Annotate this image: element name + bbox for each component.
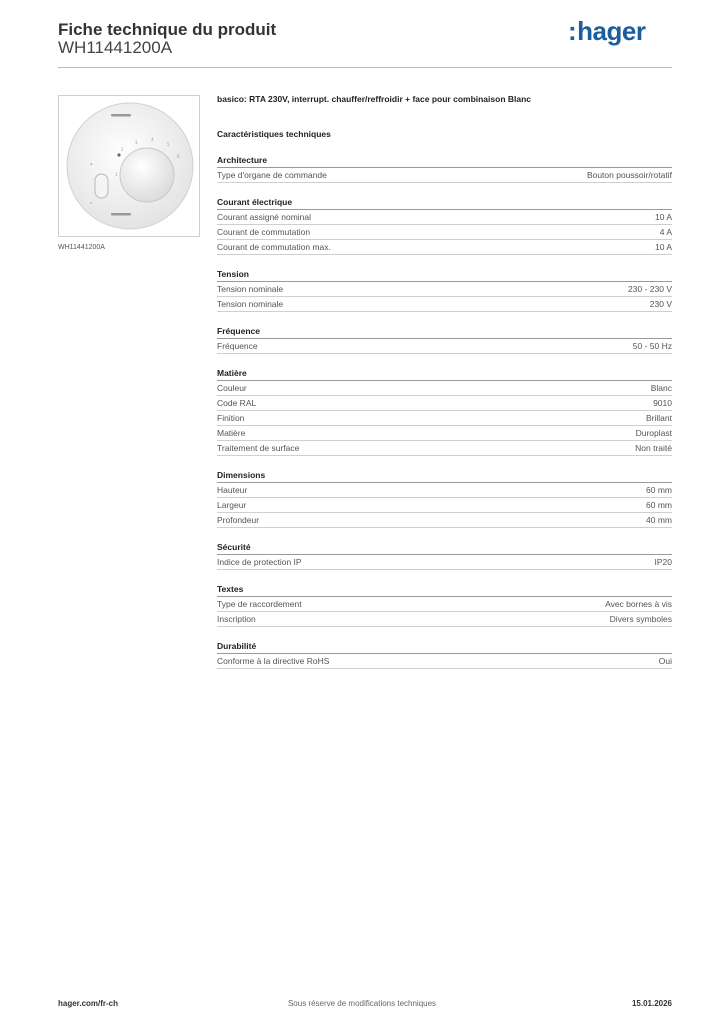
section-title: Fréquence [217, 324, 672, 339]
thermostat-icon [59, 96, 199, 236]
spec-section [217, 582, 672, 627]
spec-row [217, 396, 672, 411]
spec-row [217, 498, 672, 513]
page-title: Fiche technique du produit [58, 20, 277, 39]
spec-label: Courant de commutation max. [217, 242, 331, 252]
section-title: Courant électrique [217, 195, 672, 210]
spec-value: 9010 [653, 398, 672, 408]
spec-label: Courant assigné nominal [217, 212, 312, 222]
spec-label: Type de raccordement [217, 599, 302, 609]
svg-text:4: 4 [151, 137, 154, 142]
svg-text:5: 5 [167, 142, 170, 147]
spec-label: Couleur [217, 383, 247, 393]
svg-text:6: 6 [177, 154, 180, 159]
spec-label: Largeur [217, 500, 247, 510]
spec-label: Code RAL [217, 398, 257, 408]
spec-label: Courant de commutation [217, 227, 311, 237]
spec-value: 60 mm [646, 500, 672, 510]
svg-text:3: 3 [135, 140, 138, 145]
spec-value: 4 A [659, 227, 672, 237]
spec-row [217, 210, 672, 225]
spec-label: Matière [217, 428, 246, 438]
spec-row [217, 282, 672, 297]
footer-disclaimer: Sous réserve de modifications techniques [287, 999, 437, 1008]
spec-label: Fréquence [217, 341, 258, 351]
spec-section [217, 639, 672, 669]
spec-value: Divers symboles [609, 614, 672, 624]
spec-row [217, 411, 672, 426]
spec-value: 50 - 50 Hz [632, 341, 672, 351]
spec-row [217, 339, 672, 354]
product-image [58, 95, 200, 237]
spec-section [217, 324, 672, 354]
spec-row [217, 654, 672, 669]
spec-value: 10 A [654, 212, 672, 222]
spec-row [217, 513, 672, 528]
spec-label: Type d'organe de commande [217, 170, 327, 180]
spec-value: Duroplast [635, 428, 672, 438]
product-code: WH11441200A [58, 38, 173, 57]
spec-row [217, 426, 672, 441]
spec-label: Tension nominale [217, 299, 284, 309]
spec-row [217, 441, 672, 456]
spec-row [217, 483, 672, 498]
spec-value: 230 - 230 V [628, 284, 672, 294]
spec-section [217, 540, 672, 570]
spec-label: Indice de protection IP [217, 557, 302, 567]
spec-section [217, 468, 672, 528]
section-title: Textes [217, 582, 672, 597]
spec-row [217, 168, 672, 183]
spec-label: Tension nominale [217, 284, 284, 294]
svg-text:°: ° [90, 202, 93, 208]
spec-label: Profondeur [217, 515, 260, 525]
spec-value: Avec bornes à vis [605, 599, 672, 609]
spec-value: IP20 [654, 557, 672, 567]
spec-label: Traitement de surface [217, 443, 300, 453]
spec-row [217, 597, 672, 612]
svg-text:2: 2 [121, 147, 124, 152]
spec-value: Oui [658, 656, 672, 666]
spec-section [217, 366, 672, 456]
header-divider [58, 67, 672, 68]
hager-logo: :hager [568, 16, 646, 46]
section-title: Matière [217, 366, 672, 381]
footer-date: 15.01.2026 [631, 999, 672, 1008]
spec-section [217, 195, 672, 255]
spec-value: Brillant [646, 413, 672, 423]
spec-row [217, 297, 672, 312]
section-title: Tension [217, 267, 672, 282]
svg-text:1: 1 [115, 172, 118, 177]
spec-content [217, 92, 672, 669]
spec-sections [217, 153, 672, 669]
product-description: basico: RTA 230V, interrupt. chauffer/reffroidir + face pour combinaison Blanc [217, 94, 532, 104]
spec-value: 230 V [649, 299, 672, 309]
section-title: Durabilité [217, 639, 672, 654]
characteristics-heading: Caractéristiques techniques [217, 129, 331, 139]
spec-label: Inscription [217, 614, 256, 624]
image-caption: WH11441200A [58, 244, 105, 251]
spec-label: Hauteur [217, 485, 248, 495]
section-title: Architecture [217, 153, 672, 168]
spec-value: Bouton poussoir/rotatif [586, 170, 672, 180]
spec-row [217, 555, 672, 570]
spec-value: Blanc [650, 383, 672, 393]
svg-text:*: * [90, 163, 93, 169]
spec-section [217, 153, 672, 183]
spec-row [217, 240, 672, 255]
spec-value: 60 mm [646, 485, 672, 495]
spec-row [217, 381, 672, 396]
section-title: Dimensions [217, 468, 672, 483]
spec-label: Conforme à la directive RoHS [217, 656, 330, 666]
spec-label: Finition [217, 413, 245, 423]
section-title: Sécurité [217, 540, 672, 555]
spec-value: 10 A [654, 242, 672, 252]
spec-row [217, 612, 672, 627]
footer-website: hager.com/fr-ch [58, 999, 119, 1008]
spec-value: Non traité [635, 443, 672, 453]
spec-row [217, 225, 672, 240]
spec-section [217, 267, 672, 312]
spec-value: 40 mm [646, 515, 672, 525]
